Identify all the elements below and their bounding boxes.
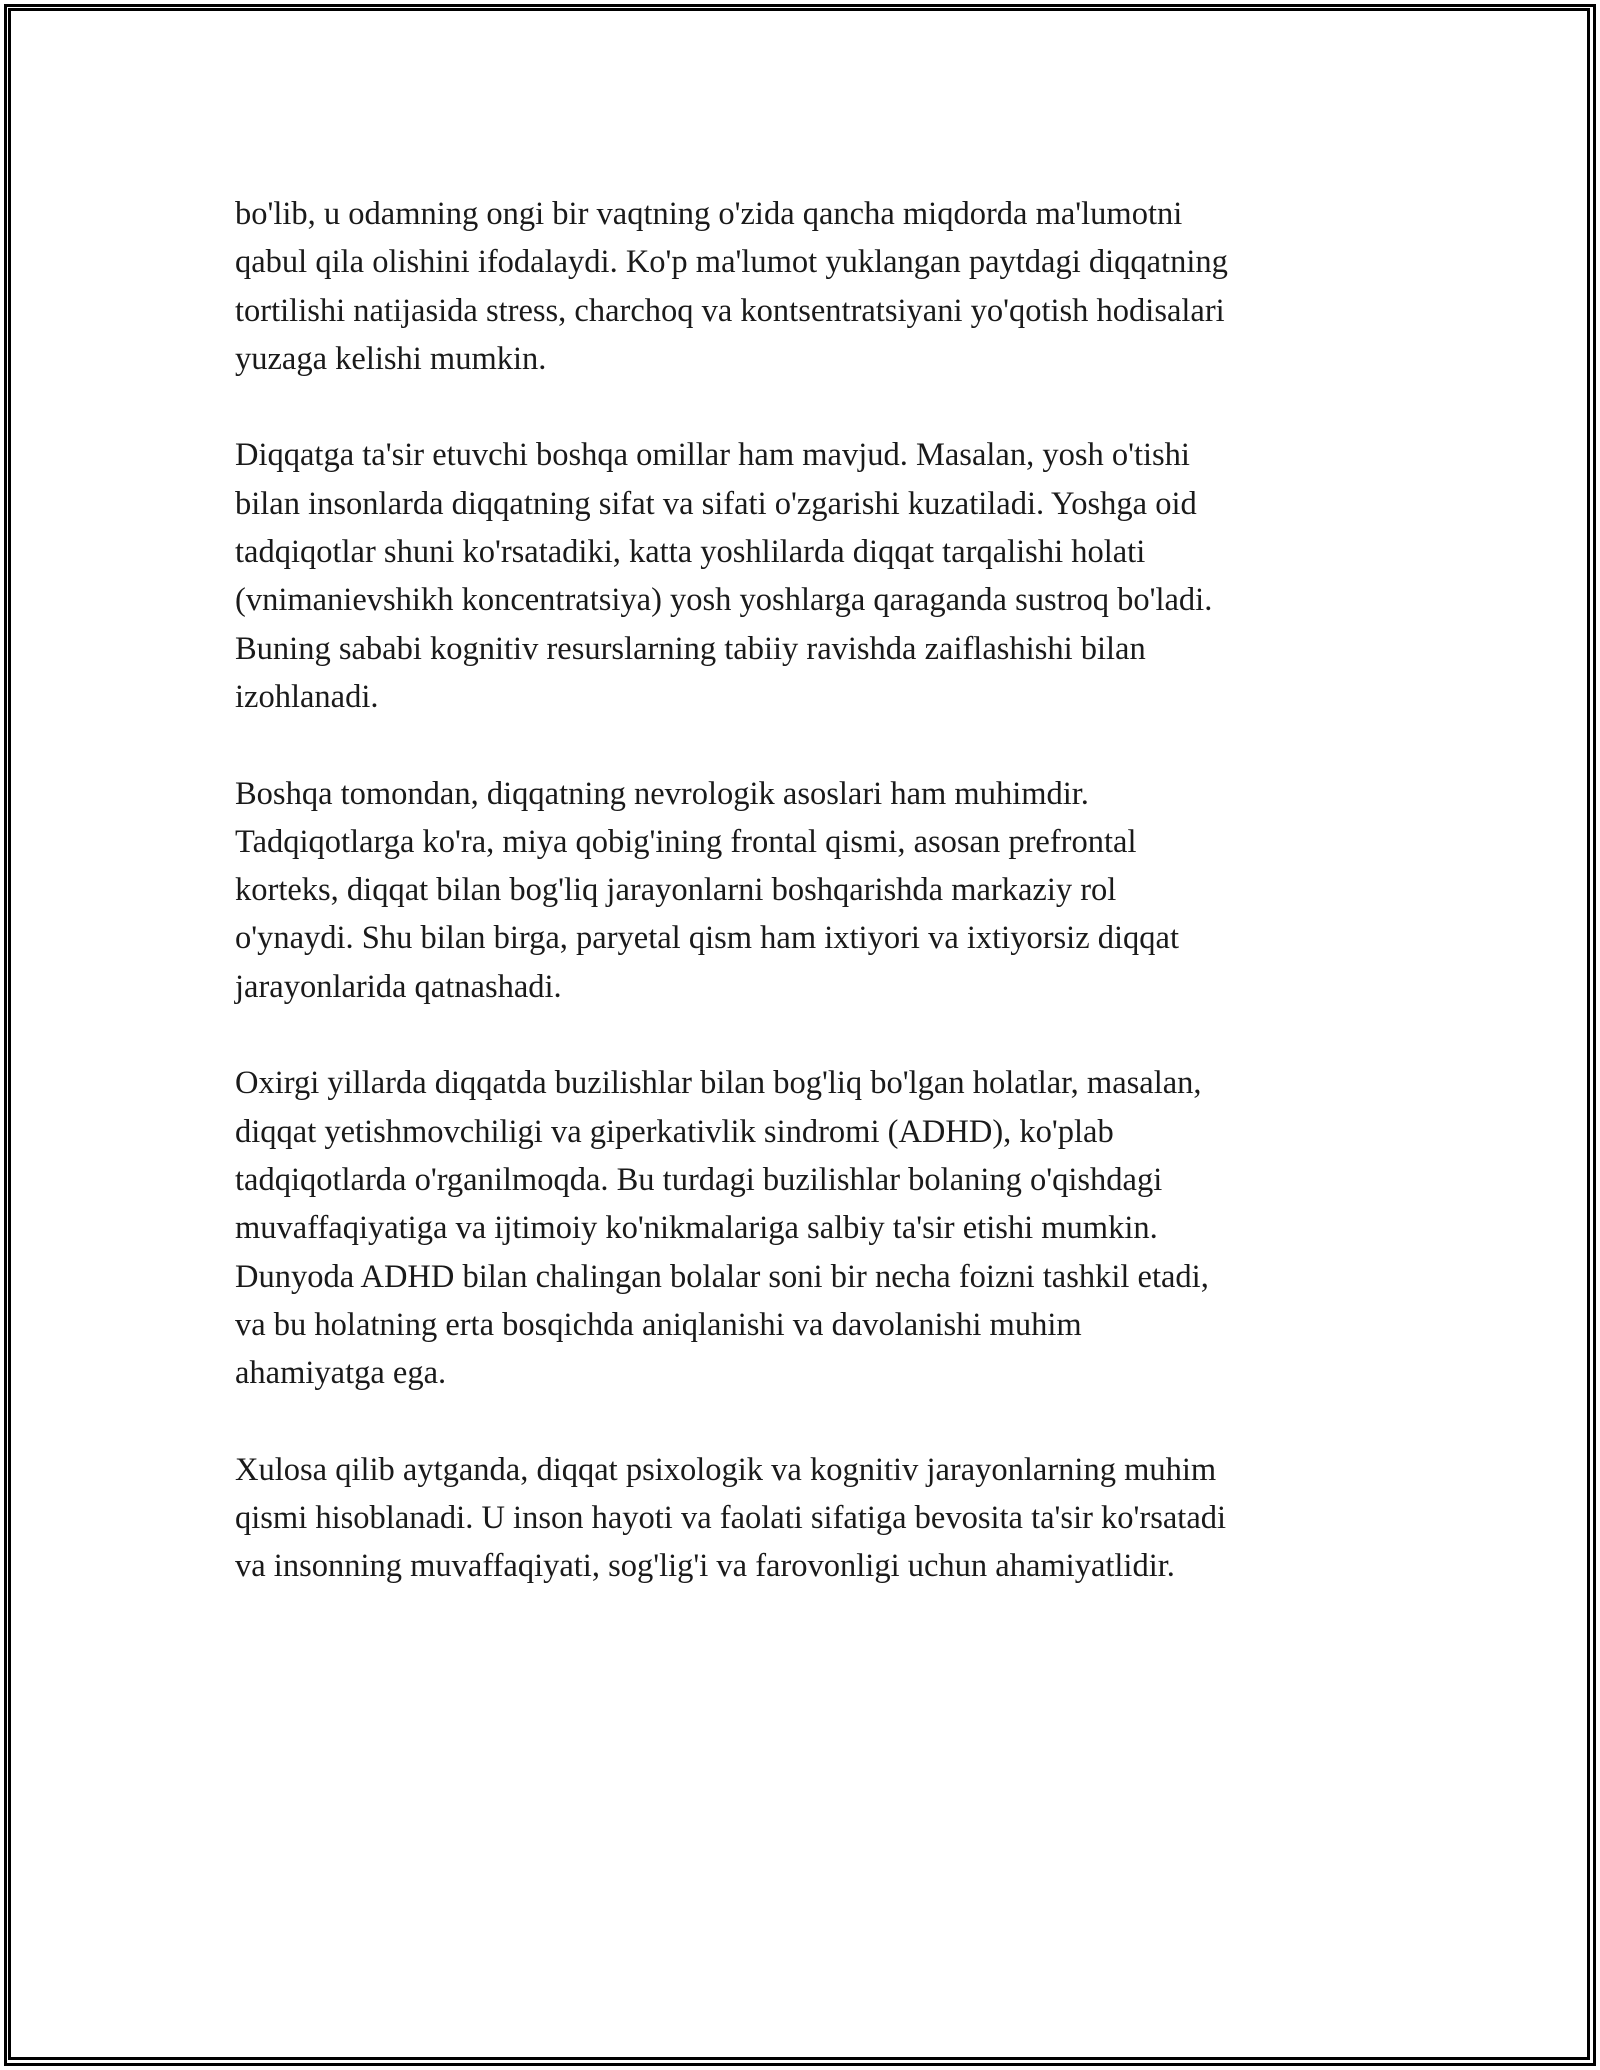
paragraph-2: Diqqatga ta'sir etuvchi boshqa omillar ham mavjud. Masalan, yosh o'tishi bilan insonlarda diqqatning sifat va sifati o'zgarishi kuzatiladi. Yoshga oid tadqiqotlar shuni ko'rsatadiki, katta yoshlilarda diqqat tarqalishi holati (vnimanievshikh koncentratsiya) yosh yoshlarga qaraganda sustroq bo'ladi. Buning sababi kognitiv resurslarning tabiiy ravishda zaiflashishi bilan izohlanadi.	[235, 437, 1213, 715]
paragraph-4: Oxirgi yillarda diqqatda buzilishlar bilan bog'liq bo'lgan holatlar, masalan, diqqat yetishmovchiligi va giperkativlik sindromi (ADHD), ko'plab tadqiqotlarda o'rganilmoqda. Bu turdagi buzilishlar bolaning o'qishdagi muvaffaqiyatiga va ijtimoiy ko'nikmalariga salbiy ta'sir etishi mumkin. Dunyoda ADHD bilan chalingan bolalar soni bir necha foizni tashkil etadi, va bu holatning erta bosqichda aniqlanishi va davolanishi muhim ahamiyatga ega.	[235, 1065, 1209, 1392]
paragraph-3: Boshqa tomondan, diqqatning nevrologik asoslari ham muhimdir. Tadqiqotlarga ko'ra, miya qobig'ining frontal qismi, asosan prefrontal korteks, diqqat bilan bog'liq jarayonlarni boshqarishda markaziy rol o'ynaydi. Shu bilan birga, paryetal qism ham ixtiyori va ixtiyorsiz diqqat jarayonlarida qatnashadi.	[235, 775, 1179, 1005]
paragraph-5: Xulosa qilib aytganda, diqqat psixologik va kognitiv jarayonlarning muhim qismi hisoblanadi. U inson hayoti va faolati sifatiga bevosita ta'sir ko'rsatadi va insonning muvaffaqiyati, sog'lig'i va farovonligi uchun ahamiyatlidir.	[235, 1451, 1227, 1585]
paragraph-1: bo'lib, u odamning ongi bir vaqtning o'zida qancha miqdorda ma'lumotni qabul qila olishini ifodalaydi. Ko'p ma'lumot yuklangan paytdagi diqqatning tortilishi natijasida stress, charchoq va kontsentratsiyani yo'qotish hodisalari yuzaga kelishi mumkin.	[235, 196, 1228, 377]
document-body	[235, 190, 1375, 1639]
